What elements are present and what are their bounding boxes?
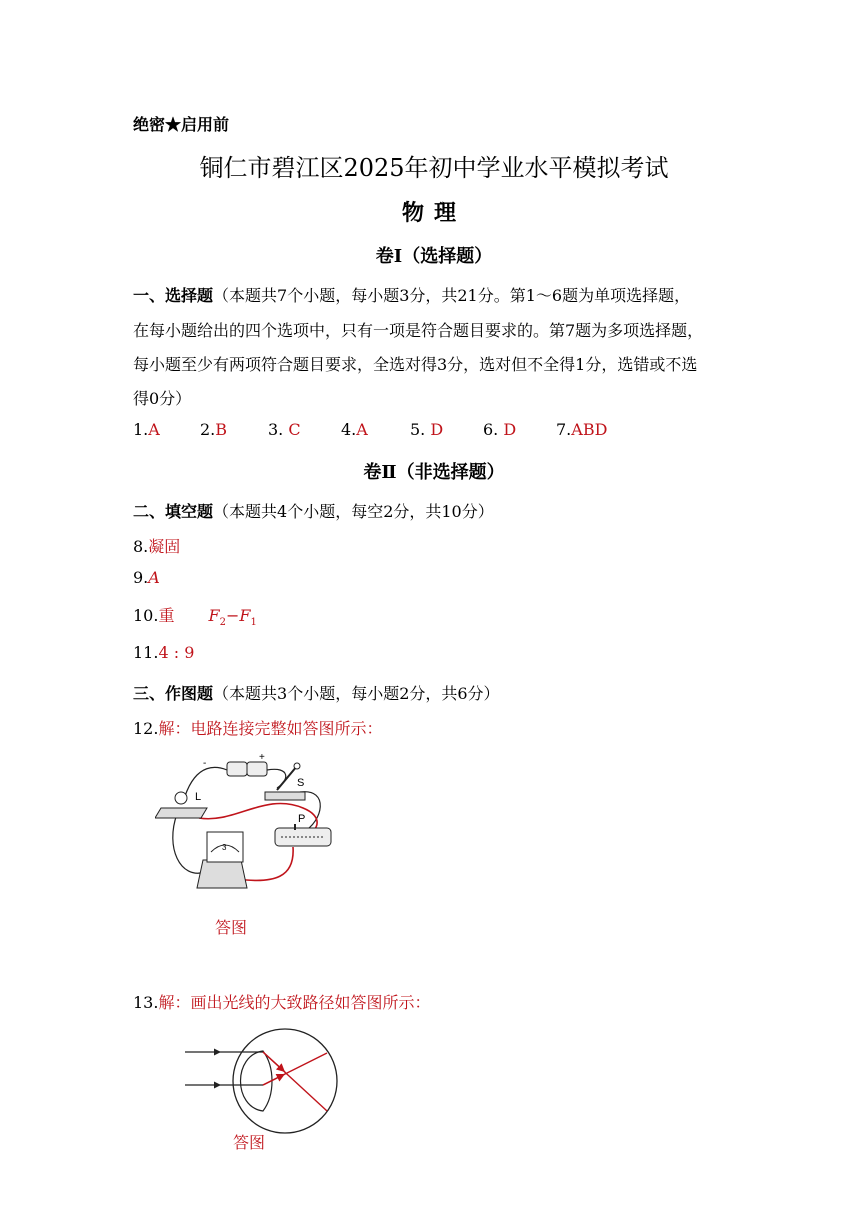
answer-value: A	[148, 568, 160, 587]
answer-num: 10.	[133, 606, 159, 625]
part1-instr-0: （本题共7个小题，每小题3分，共21分。第1～6题为单项选择题，	[213, 286, 691, 305]
wire-battery-switch	[267, 769, 286, 788]
figure-13-caption: 答图	[233, 1133, 266, 1152]
subject-title: 物理	[401, 200, 466, 226]
answer-value: ABD	[571, 420, 608, 439]
answer-value-2	[208, 606, 257, 629]
drawing-section-header	[133, 681, 500, 704]
answer-9	[133, 568, 160, 587]
fill-section-header	[133, 499, 494, 522]
answer-num: 11.	[133, 643, 159, 662]
figure-12-caption: 答图	[215, 918, 248, 937]
eyeball	[233, 1029, 337, 1133]
answer-1	[133, 420, 160, 439]
minus-sign: −	[225, 606, 240, 625]
answer-value: 凝固	[148, 537, 181, 556]
exam-title: 铜仁市碧江区2025年初中学业水平模拟考试	[199, 154, 669, 182]
battery-cell-2	[247, 762, 267, 776]
question-answer-text: 解：画出光线的大致路径如答图所示：	[158, 993, 431, 1012]
answer-num: 2.	[200, 420, 216, 439]
answer-value: D	[430, 420, 444, 439]
answer-num: 3.	[268, 420, 289, 439]
wire-battery-lamp	[185, 767, 227, 796]
answer-num: 8.	[133, 537, 149, 556]
subscript: 1	[250, 617, 257, 629]
answer-10	[133, 603, 257, 628]
section3-label: 三、作图题	[133, 684, 214, 703]
wire-lamp-meter	[173, 814, 205, 873]
answer-6	[483, 420, 516, 439]
refracted-ray-top-arrow	[263, 1052, 285, 1072]
switch-label: S	[297, 777, 305, 789]
answer-value: 4 : 9	[158, 643, 195, 662]
lamp-bulb	[175, 792, 187, 804]
question-13	[133, 990, 430, 1013]
part1-instruction-line-1	[133, 283, 690, 306]
question-num: 12.	[133, 719, 159, 738]
red-wire-meter-rheostat	[237, 847, 293, 880]
part1-instruction-line-4: 得0分）	[133, 389, 192, 408]
meter-label: 3	[222, 843, 227, 852]
answer-num: 9.	[133, 568, 149, 587]
secret-label: 绝密★启用前	[133, 115, 230, 134]
answer-value: C	[288, 420, 301, 439]
eye-lens	[241, 1051, 273, 1111]
battery-minus-label: -	[203, 758, 207, 769]
answer-num: 5.	[410, 420, 431, 439]
answer-2	[200, 420, 227, 439]
battery-plus-label: +	[259, 752, 265, 763]
answer-5	[410, 420, 443, 439]
lamp-base	[155, 808, 207, 818]
subscript: 2	[219, 617, 226, 629]
circuit-diagram	[155, 752, 345, 897]
answer-num: 6.	[483, 420, 504, 439]
force-symbol: F	[208, 606, 220, 625]
answer-value: D	[503, 420, 517, 439]
question-12	[133, 716, 382, 739]
part1-instruction-line-2: 在每小题给出的四个选项中，只有一项是符合题目要求的。第7题为多项选择题，	[133, 321, 704, 340]
section1-label: 一、选择题	[133, 286, 214, 305]
question-num: 13.	[133, 993, 159, 1012]
answer-11	[133, 643, 194, 662]
section2-instructions: （本题共4个小题，每空2分，共10分）	[213, 502, 494, 521]
answer-value: A	[356, 420, 368, 439]
section2-label: 二、填空题	[133, 502, 214, 521]
force-symbol: F	[239, 606, 251, 625]
answer-num: 4.	[341, 420, 357, 439]
part2-heading: 卷Ⅱ（非选择题）	[363, 462, 505, 483]
answer-num: 7.	[556, 420, 572, 439]
section3-instructions: （本题共3个小题，每小题2分，共6分）	[213, 684, 500, 703]
answer-value-1: 重	[158, 606, 175, 625]
answer-value: A	[148, 420, 160, 439]
answer-8	[133, 534, 180, 557]
part1-instruction-line-3: 每小题至少有两项符合题目要求，全选对得3分，选对但不全得1分，选错或不选	[133, 355, 698, 374]
answer-value: B	[215, 420, 228, 439]
answer-4	[341, 420, 368, 439]
question-answer-text: 解：电路连接完整如答图所示：	[158, 719, 383, 738]
answer-7	[556, 420, 607, 439]
switch-handle	[294, 763, 300, 769]
battery-cell-1	[227, 762, 247, 776]
eye-diagram	[185, 1025, 345, 1140]
answer-num: 1.	[133, 420, 149, 439]
switch-base	[265, 792, 305, 800]
meter-base	[197, 860, 247, 888]
lamp-label: L	[195, 791, 202, 803]
rheostat-label: P	[298, 813, 306, 825]
answer-3	[268, 420, 301, 439]
refracted-ray-bottom-arrow	[263, 1074, 285, 1085]
part1-heading: 卷Ⅰ（选择题）	[375, 246, 493, 267]
